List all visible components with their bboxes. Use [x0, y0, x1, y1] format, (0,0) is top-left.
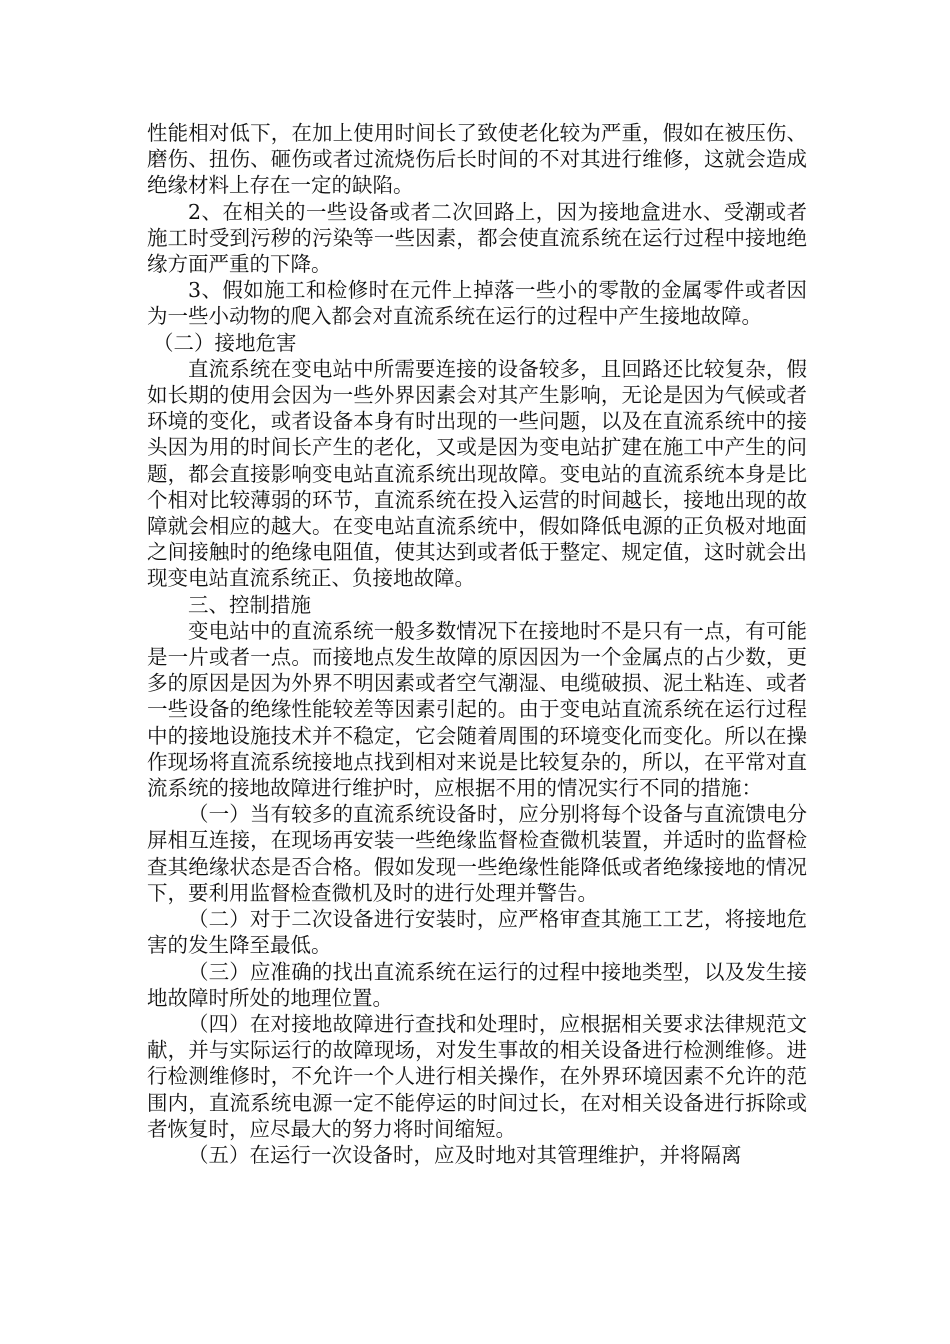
- measure-item-1: （一）当有较多的直流系统设备时，应分别将每个设备与直流馈电分屏相互连接，在现场再安装一些绝缘监督检查微机装置，并适时的监督检查其绝缘状态是否合格。假如发现一些绝缘性能降低或者绝缘接地的情况下，要利用监督检查微机及时的进行处理并警告。: [147, 802, 807, 905]
- paragraph-continuation: 性能相对低下，在加上使用时间长了致使老化较为严重，假如在被压伤、磨伤、扭伤、砸伤或者过流烧伤后长时间的不对其进行维修，这就会造成绝缘材料上存在一定的缺陷。: [147, 121, 807, 198]
- measure-item-5: （五）在运行一次设备时，应及时地对其管理维护，并将隔离: [188, 1142, 742, 1167]
- list-item-2: 2、在相关的一些设备或者二次回路上，因为接地盒进水、受潮或者施工时受到污秽的污染等一些因素，都会使直流系统在运行过程中接地绝缘方面严重的下降。: [147, 199, 807, 277]
- document-page: [147, 120, 807, 1168]
- measure-item-4: （四）在对接地故障进行查找和处理时，应根据相关要求法律规范文献，并与实际运行的故障现场，对发生事故的相关设备进行检测维修。进行检测维修时，不允许一个人进行相关操作，在外界环境因素不允许的范围内，直流系统电源一定不能停运的时间过长，在对相关设备进行拆除或者恢复时，应尽最大的努力将时间缩短。: [147, 1011, 807, 1141]
- list-item-3: 3、假如施工和检修时在元件上掉落一些小的零散的金属零件或者因为一些小动物的爬入都会对直流系统在运行的过程中产生接地故障。: [147, 278, 807, 329]
- section-heading-control-measures: 三、控制措施: [188, 592, 311, 617]
- measure-item-3: （三）应准确的找出直流系统在运行的过程中接地类型，以及发生接地故障时所处的地理位置。: [147, 959, 807, 1010]
- paragraph-grounding-hazard: 直流系统在变电站中所需要连接的设备较多，且回路还比较复杂，假如长期的使用会因为一些外界因素会对其产生影响，无论是因为气候或者环境的变化，或者设备本身有时出现的一些问题，以及在直流系统中的接头因为用的时间长产生的老化，又或是因为变电站扩建在施工中产生的问题，都会直接影响变电站直流系统出现故障。变电站的直流系统本身是比个相对比较薄弱的环节，直流系统在投入运营的时间越长，接地出现的故障就会相应的越大。在变电站直流系统中，假如降低电源的正负极对地面之间接触时的绝缘电阻值，使其达到或者低于整定、规定值，这时就会出现变电站直流系统正、负接地故障。: [147, 356, 807, 591]
- section-heading-grounding-hazard: （二）接地危害: [153, 330, 297, 355]
- paragraph-control-measures: 变电站中的直流系统一般多数情况下在接地时不是只有一点，有可能是一片或者一点。而接地点发生故障的原因因为一个金属点的占少数，更多的原因是因为外界不明因素或者空气潮湿、电缆破损、泥土粘连、或者一些设备的绝缘性能较差等因素引起的。由于变电站直流系统在运行过程中的接地设施技术并不稳定，它会随着周围的环境变化而变化。所以在操作现场将直流系统接地点找到相对来说是比较复杂的，所以，在平常对直流系统的接地故障进行维护时，应根据不用的情况实行不同的措施：: [147, 618, 807, 801]
- measure-item-2: （二）对于二次设备进行安装时，应严格审查其施工工艺，将接地危害的发生降至最低。: [147, 907, 807, 958]
